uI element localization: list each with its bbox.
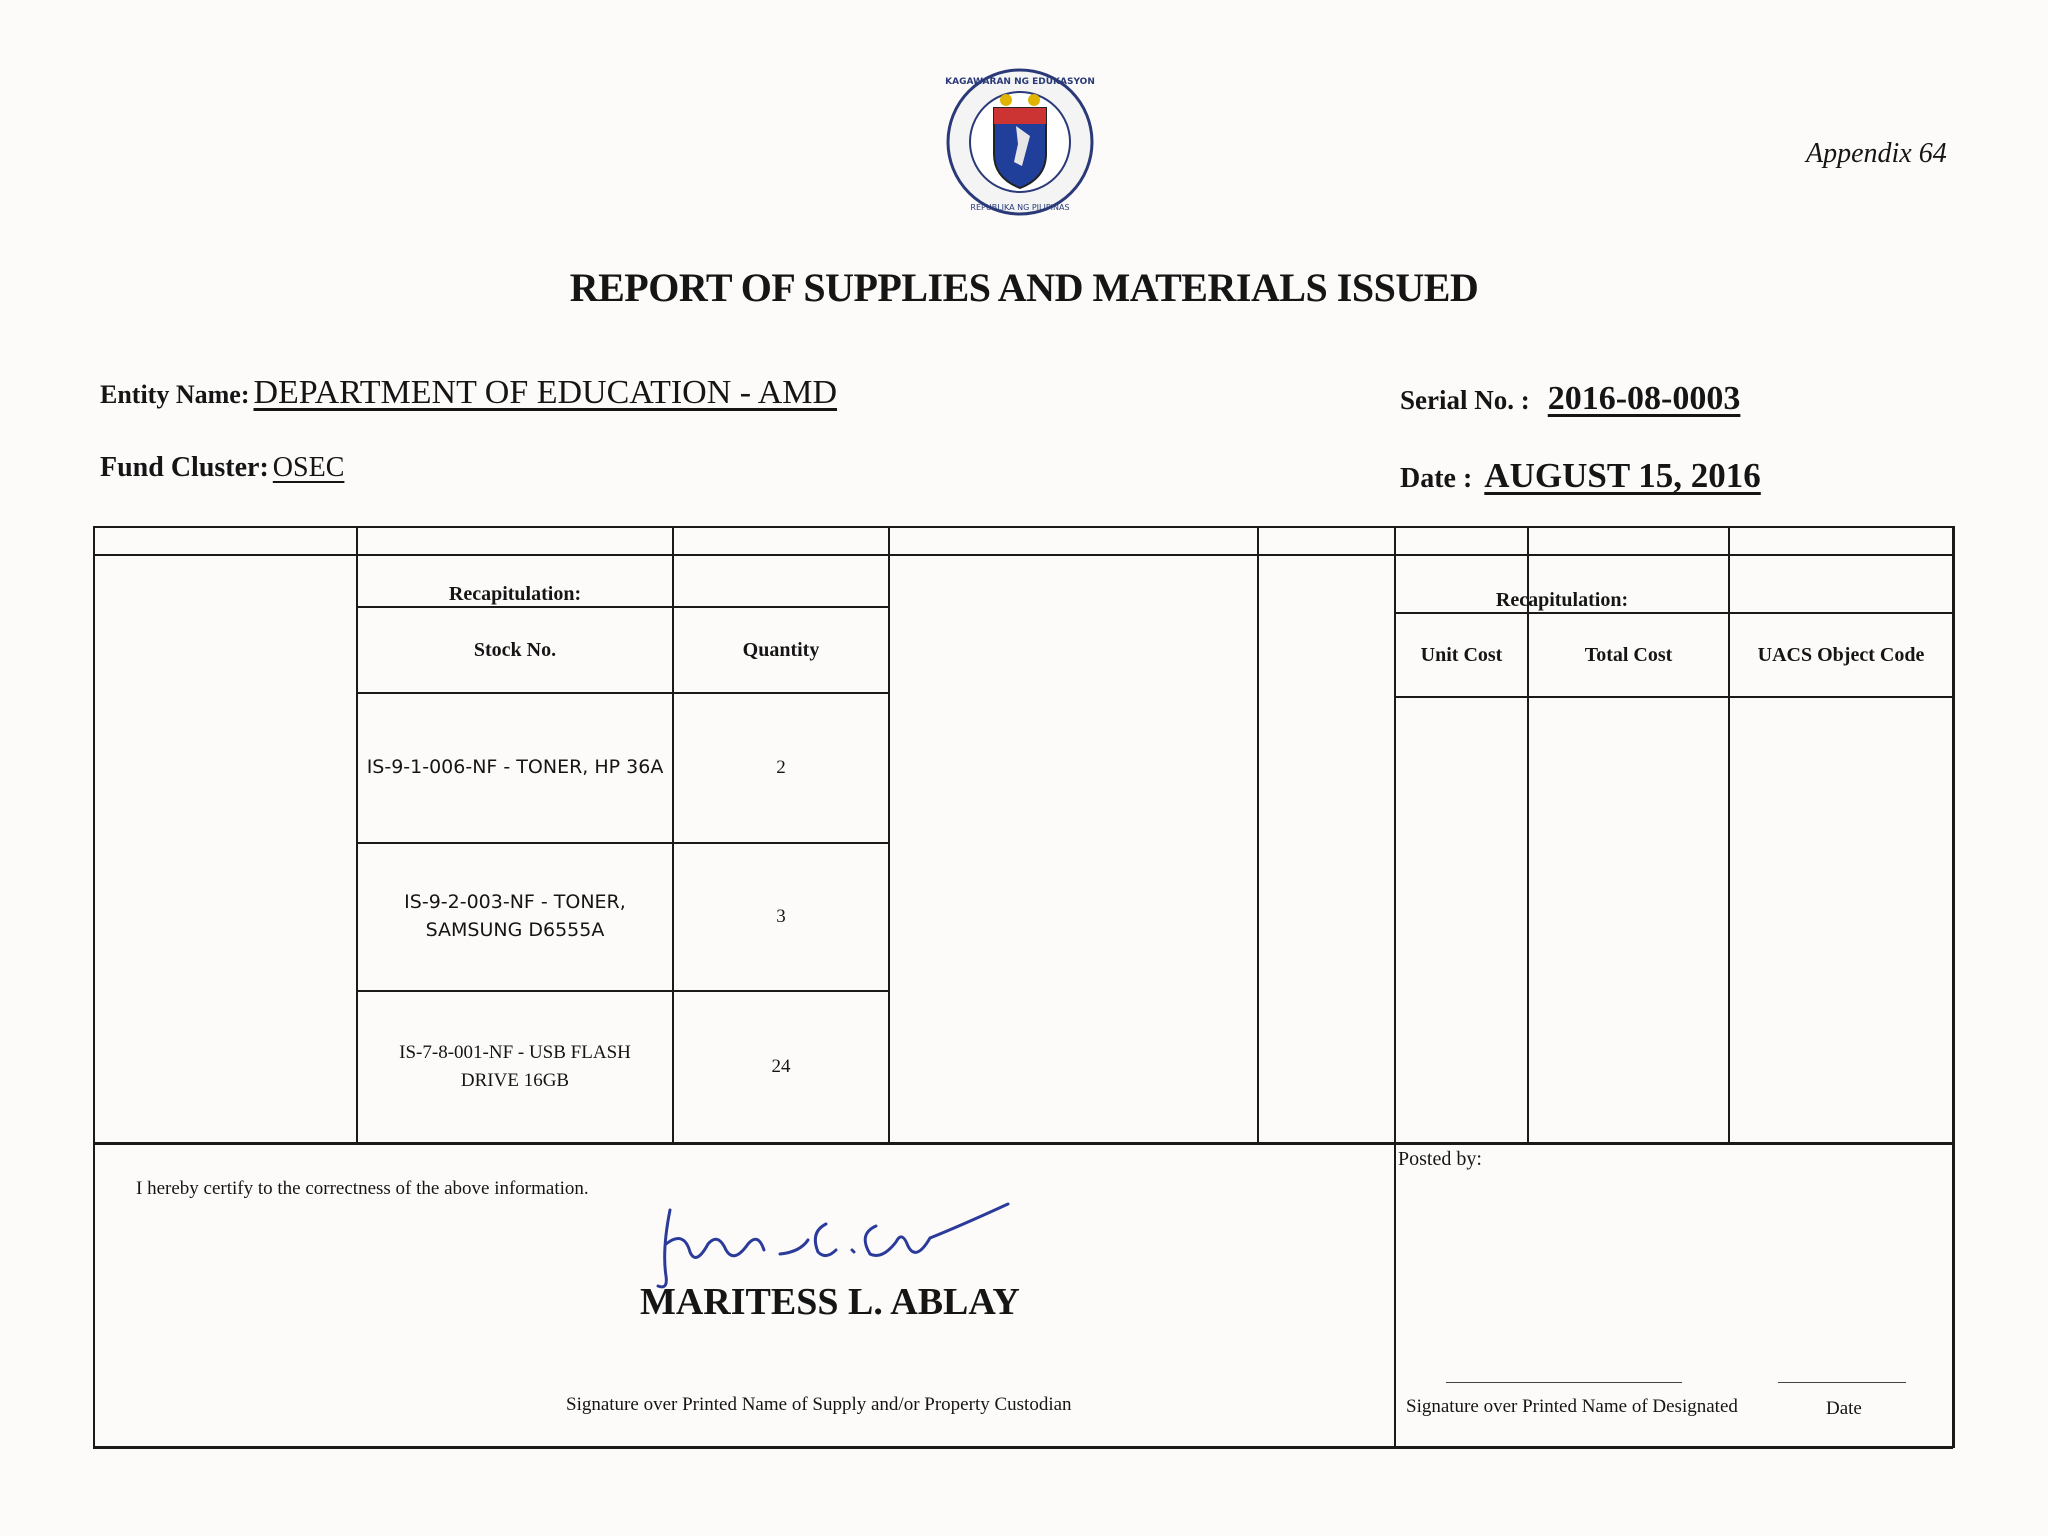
entity-name-field <box>100 374 837 412</box>
report-title: REPORT OF SUPPLIES AND MATERIALS ISSUED <box>569 265 1479 310</box>
custodian-caption: Signature over Printed Name of Supply and/or Property Custodian <box>566 1394 1072 1415</box>
stock-row-2: IS-9-2-003-NF - TONER, SAMSUNG D6555A <box>404 891 626 941</box>
appendix-label: Appendix 64 <box>1806 138 1947 169</box>
stock-row-1: IS-9-1-006-NF - TONER, HP 36A <box>366 756 664 779</box>
fund-cluster-value: OSEC <box>272 452 345 483</box>
custodian-name: MARITESS L. ABLAY <box>640 1281 1020 1323</box>
stock-row-3: IS-7-8-001-NF - USB FLASH DRIVE 16GB <box>399 1041 631 1091</box>
serial-no-field <box>1400 380 1740 418</box>
fund-cluster-field <box>100 452 344 484</box>
deped-seal <box>944 66 1096 218</box>
right-recap-title: Recapitulation: <box>1495 588 1629 611</box>
designated-caption: Signature over Printed Name of Designated <box>1406 1396 1738 1417</box>
left-recap-title: Recapitulation: <box>448 582 582 605</box>
fund-cluster-label: Fund Cluster: <box>100 452 269 483</box>
designated-signature-line <box>1446 1382 1682 1383</box>
entity-name-value: DEPARTMENT OF EDUCATION - AMD <box>253 374 838 411</box>
date-signature-line <box>1778 1382 1906 1383</box>
quantity-row-2: 3 <box>776 906 786 927</box>
date-value: AUGUST 15, 2016 <box>1484 456 1761 495</box>
svg-text:REPUBLIKA NG PILIPINAS: REPUBLIKA NG PILIPINAS <box>970 203 1070 212</box>
serial-no-label: Serial No. : <box>1400 385 1530 415</box>
quantity-header: Quantity <box>742 638 820 661</box>
posted-date-caption: Date <box>1826 1398 1862 1419</box>
total-cost-header: Total Cost <box>1584 643 1673 666</box>
certify-statement: I hereby certify to the correctness of the above information. <box>136 1178 589 1199</box>
quantity-row-3: 24 <box>771 1056 791 1077</box>
serial-no-value: 2016-08-0003 <box>1547 380 1741 417</box>
unit-cost-header: Unit Cost <box>1420 643 1503 666</box>
entity-name-label: Entity Name: <box>100 380 250 409</box>
date-field <box>1400 456 1761 496</box>
date-label: Date : <box>1400 463 1473 494</box>
quantity-row-1: 2 <box>776 757 786 778</box>
svg-text:KAGAWARAN NG EDUKASYON: KAGAWARAN NG EDUKASYON <box>945 77 1095 87</box>
stock-no-header: Stock No. <box>473 638 557 661</box>
uacs-object-code-header: UACS Object Code <box>1757 643 1925 666</box>
posted-by-label: Posted by: <box>1398 1148 1482 1170</box>
